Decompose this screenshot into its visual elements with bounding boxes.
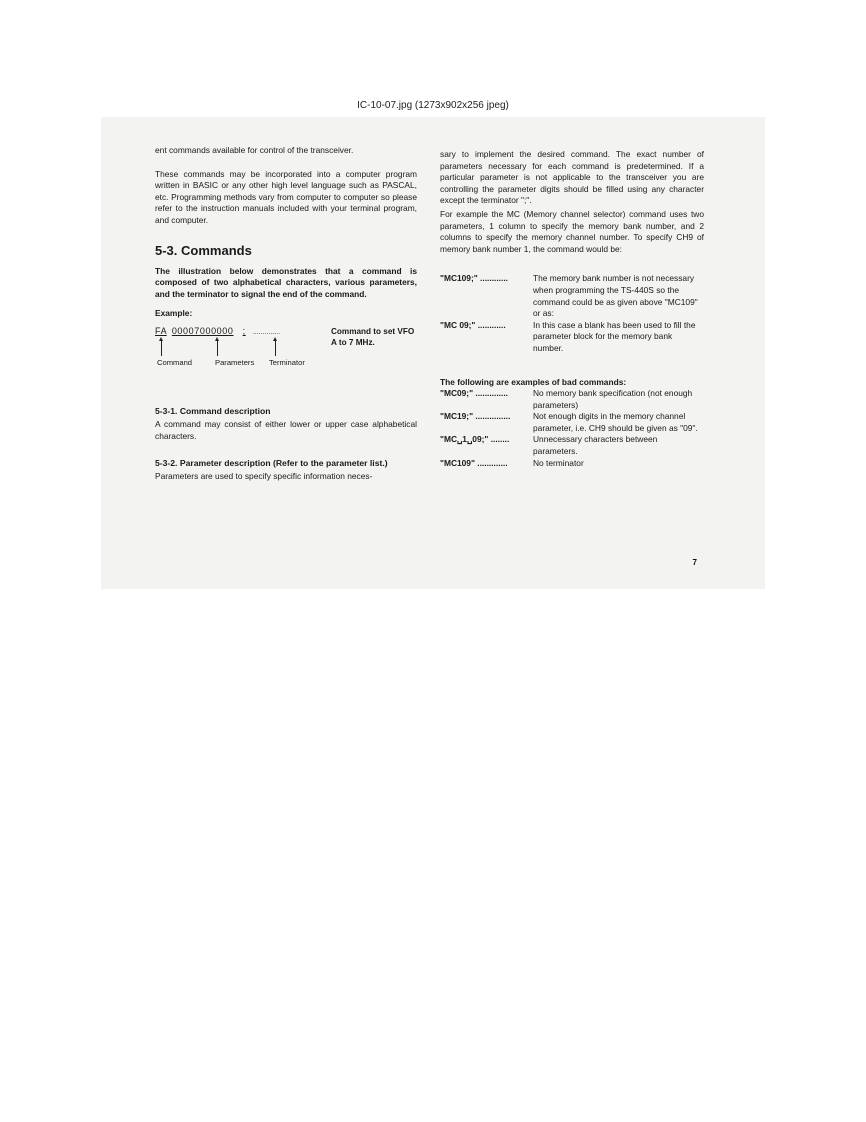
paragraph: For example the MC (Memory channel selector) command uses two parameters, 1 column to specify the memory bank number, and 2 columns to specify the memory channel number. To specify CH9 of memory bank number 1, the command would be: — [440, 208, 704, 254]
example-command-chars: FA — [155, 325, 167, 336]
command-text: "MC19;" ............... — [440, 411, 511, 422]
example-leader-dots: .............. — [252, 328, 281, 336]
command-explanation: Unnecessary characters between parameters. — [533, 434, 658, 457]
paragraph: These commands may be incorporated into a computer program written in BASIC or any other high level language such as PASCAL, etc. Programming methods vary from computer to computer so please refer to the instruction manuals included with your terminal program, and computer. — [155, 168, 417, 225]
left-column — [155, 145, 417, 491]
command-explanation: No terminator — [533, 457, 584, 468]
example-label: Example: — [155, 308, 193, 319]
terminator-arrow — [275, 340, 276, 356]
paragraph: The illustration below demonstrates that a command is composed of two alphabetical characters, various parameters, and the terminator to signal the end of the command. — [155, 265, 417, 299]
bad-command-item — [440, 458, 704, 470]
command-text: "MC109;" ............ — [440, 273, 508, 284]
image-caption: IC-10-07.jpg (1273x902x256 jpeg) — [357, 100, 509, 111]
command-explanation: In this case a blank has been used to fill the parameter block for the memory bank number. — [533, 319, 696, 353]
terminator-label: Terminator — [269, 357, 305, 367]
command-explanation: No memory bank specification (not enough parameters) — [533, 388, 693, 410]
bad-commands-intro: The following are examples of bad commands: — [440, 376, 627, 387]
subsection-heading: 5-3-2. Parameter description (Refer to the parameter list.) — [155, 458, 388, 469]
example-terminator: ; — [242, 325, 246, 336]
paragraph: A command may consist of either lower or upper case alphabetical characters. — [155, 418, 417, 441]
section-heading: 5-3. Commands — [155, 242, 252, 258]
bad-command-item — [440, 434, 704, 457]
command-text: "MC 09;" ............ — [440, 319, 506, 330]
command-explanation: Not enough digits in the memory channel parameter, i.e. CH9 should be given as "09". — [533, 411, 698, 433]
command-arrow — [161, 340, 162, 356]
command-text: "MC␣1␣09;" ........ — [440, 434, 510, 445]
command-text: "MC109" ............. — [440, 457, 508, 468]
bad-command-item — [440, 388, 704, 411]
command-text: "MC09;" .............. — [440, 388, 508, 399]
good-command-item — [440, 320, 704, 355]
parameters-arrow — [217, 340, 218, 356]
bad-command-item — [440, 411, 704, 434]
good-command-item — [440, 273, 704, 319]
command-example — [155, 326, 417, 384]
paragraph: ent commands available for control of the transceiver. — [155, 145, 354, 155]
paragraph: sary to implement the desired command. The exact number of parameters necessary for each command is predetermined. If a particular parameter is not applicable to the transceiver you are controlling the parameter digits should be filled using any character except the terminator ";". — [440, 149, 704, 206]
parameters-label: Parameters — [215, 357, 255, 367]
scanned-page — [101, 117, 765, 589]
command-explanation: The memory bank number is not necessary when programming the TS-440S so the command could be as given above "MC109" or as: — [533, 273, 698, 319]
right-column — [440, 149, 704, 469]
example-description: Command to set VFO A to 7 MHz. — [331, 326, 415, 347]
subsection-heading: 5-3-1. Command description — [155, 405, 271, 416]
page-number: 7 — [692, 558, 697, 567]
command-label: Command — [157, 357, 193, 367]
paragraph: Parameters are used to specify specific information neces- — [155, 471, 373, 482]
example-parameters: 00007000000 — [171, 325, 234, 336]
